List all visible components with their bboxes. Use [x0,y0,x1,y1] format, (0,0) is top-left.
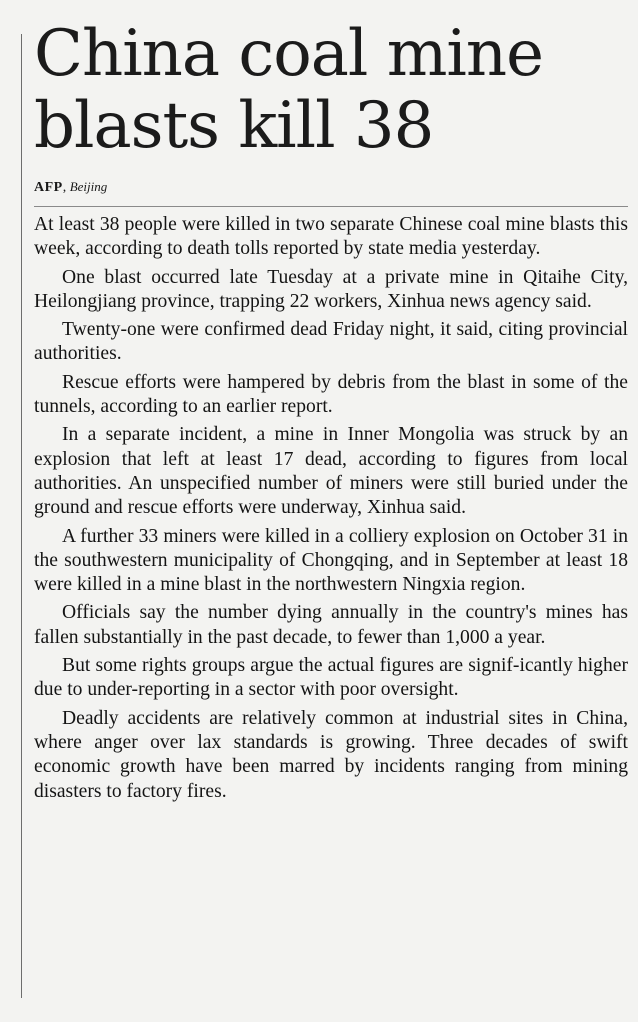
dateline-place: Beijing [69,179,108,194]
headline-line-2: blasts kill 38 [34,89,434,163]
dateline [34,178,628,197]
column-rule [21,34,22,998]
dateline-agency: AFP [34,180,63,195]
paragraph-1: At least 38 people were killed in two separate Chinese coal mine blasts this week, according to death tolls reported by state media yesterday. [34,214,628,260]
paragraph-4: Rescue efforts were hampered by debris from the blast in some of the tunnels, according to an earlier report. [34,371,628,418]
dateline-separator: , [62,180,67,195]
paragraph-7: Officials say the number dying annually in the country's mines has fallen substantially in the past decade, to fewer than 1,000 a year. [34,602,628,648]
article-body [34,213,628,804]
news-article [34,18,628,808]
paragraph-6: A further 33 miners were killed in a colliery explosion on October 31 in the southwestern municipality of Chongqing, and in September at least 18 were killed in a mine blast in the northwestern Ningxia region. [34,525,628,596]
paragraph-3: Twenty-one were confirmed dead Friday night, it said, citing provincial authorities. [34,319,628,365]
dateline-divider [34,206,628,207]
paragraph-2: One blast occurred late Tuesday at a private mine in Qitaihe City, Heilongjiang province, trapping 22 workers, Xinhua news agency said. [34,266,628,312]
paragraph-8: But some rights groups argue the actual figures are signif-icantly higher due to under-reporting in a sector with poor oversight. [34,655,628,701]
paragraph-9: Deadly accidents are relatively common at industrial sites in China, where anger over lax standards is growing. Three decades of swift economic growth have been marred by incidents ranging from mining disasters to factory fires. [34,707,628,802]
paragraph-5: In a separate incident, a mine in Inner Mongolia was struck by an explosion that left at least 17 dead, according to figures from local authorities. An unspecified number of miners were still buried under the ground and rescue efforts were underway, Xinhua said. [34,424,628,519]
headline [34,18,628,162]
headline-line-1: China coal mine [34,17,543,91]
